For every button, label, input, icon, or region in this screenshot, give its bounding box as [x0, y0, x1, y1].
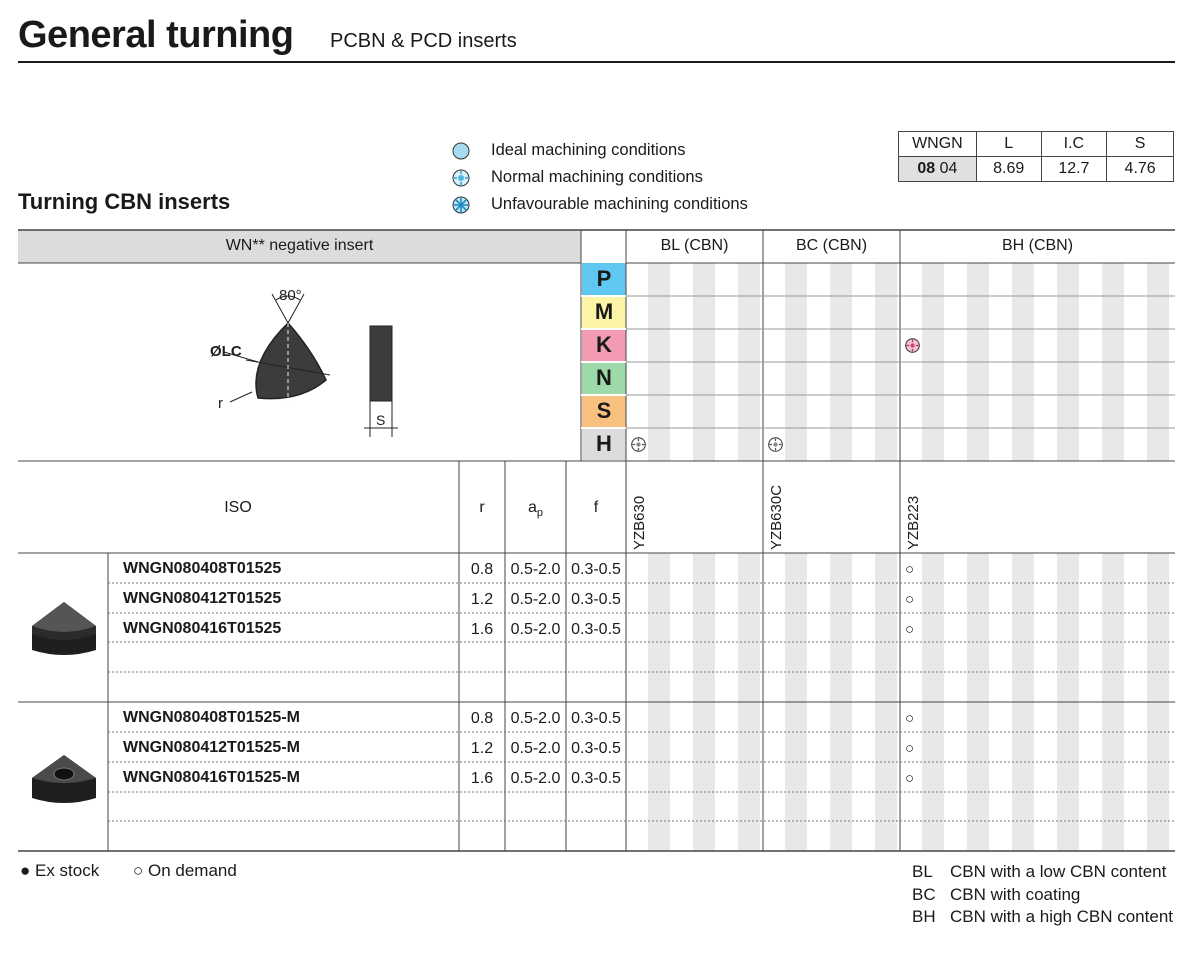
radius-value: 1.2: [470, 591, 494, 608]
legend-label: Ideal machining conditions: [491, 141, 686, 159]
iso-code: WNGN080412T01525-M: [123, 739, 300, 756]
radius-value: 1.6: [470, 621, 494, 638]
iso-header: ISO: [224, 499, 252, 516]
f-value: 0.3-0.5: [571, 561, 621, 578]
dim-ic: 12.7: [1041, 157, 1107, 182]
angle-label: 80°: [279, 287, 302, 304]
f-value: 0.3-0.5: [571, 740, 621, 757]
radius-value: 0.8: [470, 561, 494, 578]
ap-value: 0.5-2.0: [510, 561, 561, 578]
dim-header: S: [1107, 132, 1174, 157]
abbr-code: BL: [912, 862, 933, 881]
dim-s: 4.76: [1107, 157, 1174, 182]
legend-label: Normal machining conditions: [491, 168, 703, 186]
on-demand-mark: ○: [905, 561, 915, 578]
dim-header: L: [976, 132, 1041, 157]
abbr-code: BH: [912, 907, 936, 926]
grade-yzb630: YZB630: [631, 495, 648, 550]
insert-header: WN** negative insert: [225, 237, 374, 254]
page-title: General turning: [18, 14, 294, 56]
normal-conditions-icon: [630, 436, 647, 453]
dim-header: I.C: [1041, 132, 1107, 157]
f-value: 0.3-0.5: [571, 770, 621, 787]
on-demand-mark: ○: [905, 621, 915, 638]
on-demand-mark: ○: [905, 740, 915, 757]
grade-yzb630c: YZB630C: [768, 484, 785, 550]
insert-image-flat: [28, 598, 100, 662]
iso-code: WNGN080412T01525: [123, 590, 282, 607]
f-header: f: [593, 499, 599, 516]
group-bc-header: BC (CBN): [795, 237, 868, 254]
abbr-text: CBN with a high CBN content: [950, 907, 1173, 926]
on-demand-mark: ○: [905, 591, 915, 608]
ap-value: 0.5-2.0: [510, 770, 561, 787]
iso-code: WNGN080416T01525: [123, 620, 282, 637]
iso-code: WNGN080408T01525: [123, 560, 282, 577]
radius-value: 1.6: [470, 770, 494, 787]
radius-value: 1.2: [470, 740, 494, 757]
section-title: Turning CBN inserts: [18, 189, 231, 214]
group-bh-header: BH (CBN): [1001, 237, 1074, 254]
thickness-label: S: [376, 412, 386, 428]
material-k: K: [596, 332, 612, 357]
f-value: 0.3-0.5: [571, 621, 621, 638]
ap-value: 0.5-2.0: [510, 710, 561, 727]
dim-header: WNGN: [899, 132, 977, 157]
dim-l: 8.69: [976, 157, 1041, 182]
page-subtitle: PCBN & PCD inserts: [330, 30, 517, 52]
radius-label: r: [218, 395, 223, 412]
insert-image-m: [28, 752, 100, 810]
material-s: S: [596, 398, 612, 423]
material-n: N: [596, 365, 612, 390]
iso-code: WNGN080408T01525-M: [123, 709, 300, 726]
group-bl-header: BL (CBN): [660, 237, 729, 254]
abbr-code: BC: [912, 885, 936, 904]
material-p: P: [596, 266, 612, 291]
dim-size: 08 04: [899, 157, 977, 182]
radius-value: 0.8: [470, 710, 494, 727]
grade-yzb223: YZB223: [905, 495, 922, 550]
legend-label: Unfavourable machining conditions: [491, 195, 748, 213]
on-demand-note: ○ On demand: [133, 861, 237, 880]
material-m: M: [594, 299, 614, 324]
normal-conditions-icon: [904, 337, 921, 354]
lc-label: ØLC: [210, 343, 242, 360]
normal-conditions-icon: [767, 436, 784, 453]
on-demand-mark: ○: [905, 710, 915, 727]
iso-code: WNGN080416T01525-M: [123, 769, 300, 786]
abbr-text: CBN with a low CBN content: [950, 862, 1167, 881]
insert-drawing: [190, 280, 410, 445]
ap-value: 0.5-2.0: [510, 591, 561, 608]
ap-header: $a_p$: [527, 499, 544, 520]
ap-value: 0.5-2.0: [510, 621, 561, 638]
r-header: r: [479, 499, 485, 516]
material-h: H: [596, 431, 612, 456]
ap-value: 0.5-2.0: [510, 740, 561, 757]
f-value: 0.3-0.5: [571, 591, 621, 608]
abbr-text: CBN with coating: [950, 885, 1081, 904]
on-demand-mark: ○: [905, 770, 915, 787]
ex-stock-note: ● Ex stock: [20, 861, 100, 880]
f-value: 0.3-0.5: [571, 710, 621, 727]
